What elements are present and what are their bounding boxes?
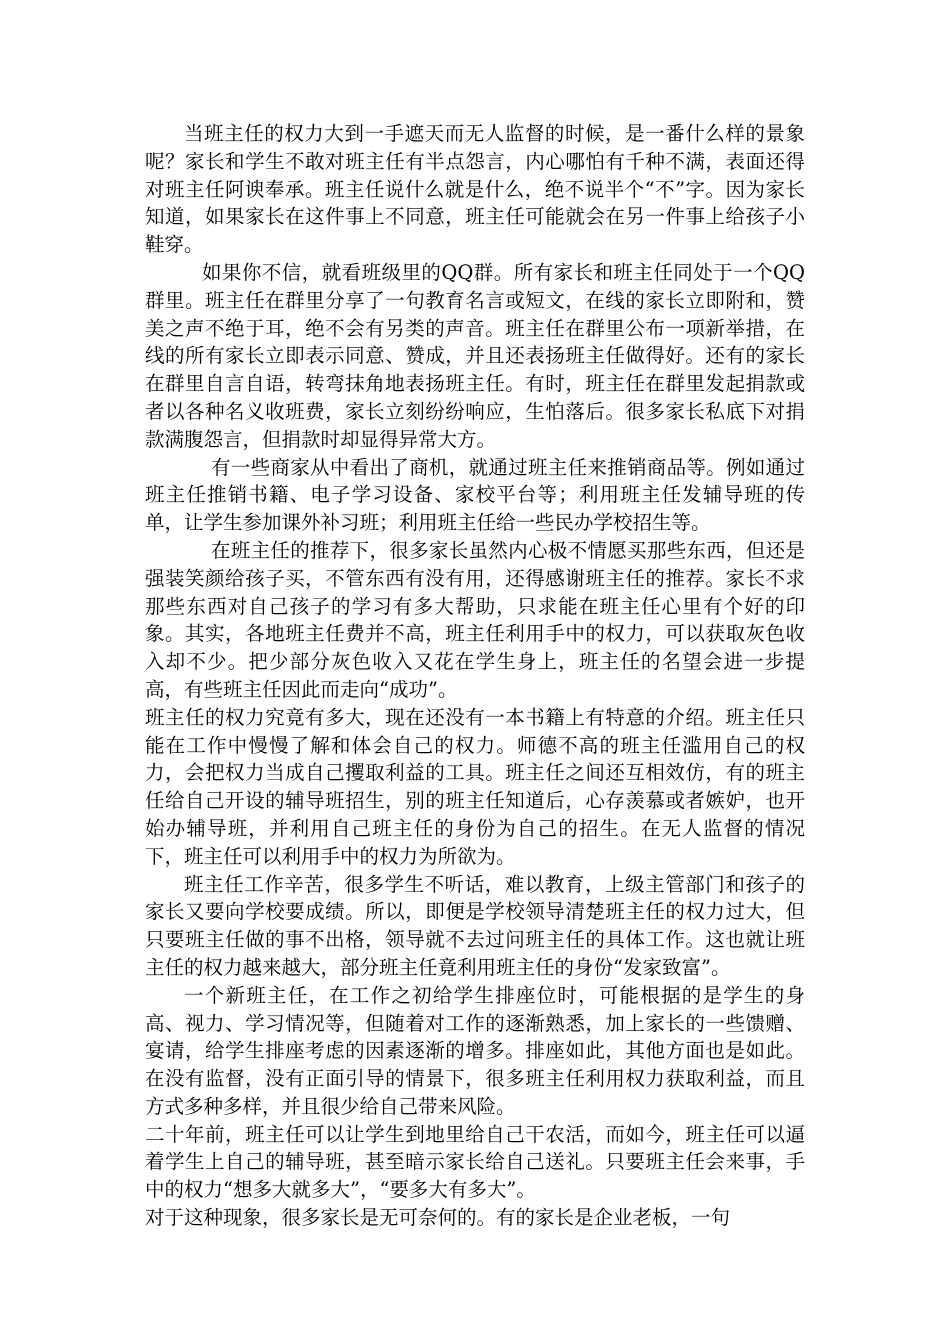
document-body [145,120,805,1232]
paragraph-5: 班主任的权力究竟有多大，现在还没有一本书籍上有特意的介绍。班主任只能在工作中慢慢了解和体会自己的权力。师德不高的班主任滥用自己的权力，会把权力当成自己攫取利益的工具。班主任之间还互相效仿，有的班主任给自己开设的辅导班招生，别的班主任知道后，心存羡慕或者嫉妒，也开始办辅导班，并利用自己班主任的身份为自己的招生。在无人监督的情况下，班主任可以利用手中的权力为所欲为。 [145,705,805,868]
paragraph-4: 在班主任的推荐下，很多家长虽然内心极不情愿买那些东西，但还是强装笑颜给孩子买，不管东西有没有用，还得感谢班主任的推荐。家长不求那些东西对自己孩子的学习有多大帮助，只求能在班主任心里有个好的印象。其实，各地班主任费并不高，班主任利用手中的权力，可以获取灰色收入却不少。把少部分灰色收入又花在学生身上，班主任的名望会进一步提高，有些班主任因此而走向“成功”。 [145,538,805,701]
paragraph-1: 当班主任的权力大到一手遮天而无人监督的时候，是一番什么样的景象呢？家长和学生不敢对班主任有半点怨言，内心哪怕有千种不满，表面还得对班主任阿谀奉承。班主任说什么就是什么，绝不说半个“不”字。因为家长知道，如果家长在这件事上不同意，班主任可能就会在另一件事上给孩子小鞋穿。 [145,122,805,257]
paragraph-9: 对于这种现象，很多家长是无可奈何的。有的家长是企业老板，一句 [145,1206,731,1230]
paragraph-8: 二十年前，班主任可以让学生到地里给自己干农活，而如今，班主任可以逼着学生上自己的辅导班，甚至暗示家长给自己送礼。只要班主任会来事，手中的权力“想多大就多大”，“要多大有多大”。 [145,1122,805,1202]
paragraph-7: 一个新班主任，在工作之初给学生排座位时，可能根据的是学生的身高、视力、学习情况等，但随着对工作的逐渐熟悉，加上家长的一些馈赠、宴请，给学生排座考虑的因素逐渐的增多。排座如此，其他方面也是如此。在没有监督，没有正面引导的情景下，很多班主任利用权力获取利益，而且方式多种多样，并且很少给自己带来风险。 [145,983,805,1118]
paragraph-3: 有一些商家从中看出了商机，就通过班主任来推销商品等。例如通过班主任推销书籍、电子学习设备、家校平台等；利用班主任发辅导班的传单，让学生参加课外补习班；利用班主任给一些民办学校招生等。 [145,455,805,535]
paragraph-6: 班主任工作辛苦，很多学生不听话，难以教育，上级主管部门和孩子的家长又要向学校要成绩。所以，即便是学校领导清楚班主任的权力过大，但只要班主任做的事不出格，领导就不去过问班主任的具体工作。这也就让班主任的权力越来越大，部分班主任竟利用班主任的身份“发家致富”。 [145,872,805,979]
paragraph-2: 如果你不信，就看班级里的QQ群。所有家长和班主任同处于一个QQ群里。班主任在群里分享了一句教育名言或短文，在线的家长立即附和，赞美之声不绝于耳，绝不会有另类的声音。班主任在群里公布一项新举措，在线的所有家长立即表示同意、赞成，并且还表扬班主任做得好。还有的家长在群里自言自语，转弯抹角地表扬班主任。有时，班主任在群里发起捐款或者以各种名义收班费，家长立刻纷纷响应，生怕落后。很多家长私底下对捐款满腹怨言，但捐款时却显得异常大方。 [145,260,805,451]
